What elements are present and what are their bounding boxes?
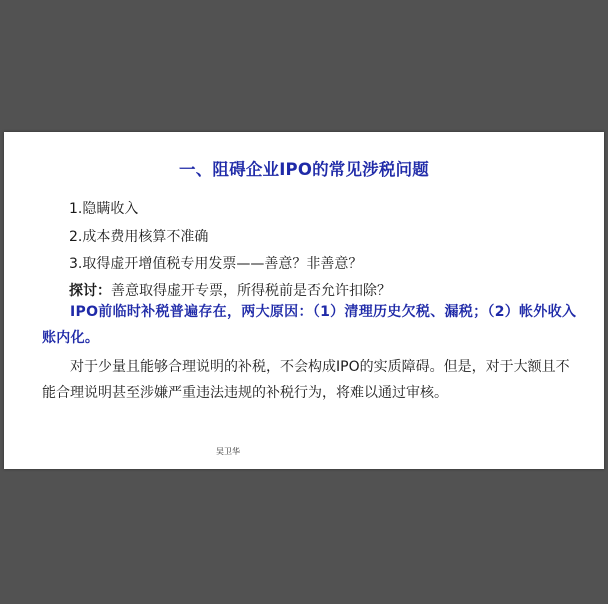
slide-page (4, 132, 604, 469)
list-item-2: 2.成本费用核算不准确 (69, 229, 209, 245)
discussion-line (69, 280, 391, 300)
discussion-label: 探讨： (69, 283, 111, 299)
body-paragraph: 对于少量且能够合理说明的补税，不会构成IPO的实质障碍。但是，对于大额且不能合理说明甚至涉嫌严重违法违规的补税行为，将难以通过审核。 (42, 359, 570, 401)
list-item-3: 3.取得虚开增值税专用发票——善意？非善意？ (69, 256, 363, 272)
author-name: 吴卫华 (216, 447, 240, 456)
discussion-text: 善意取得虚开专票，所得税前是否允许扣除？ (111, 283, 391, 299)
list-item-1: 1.隐瞒收入 (69, 201, 139, 217)
page-title: 一、阻碍企业IPO的常见涉税问题 (179, 160, 429, 179)
highlight-paragraph: IPO前临时补税普遍存在，两大原因：（1）清理历史欠税、漏税；（2）帐外收入账内化。 (42, 304, 577, 346)
